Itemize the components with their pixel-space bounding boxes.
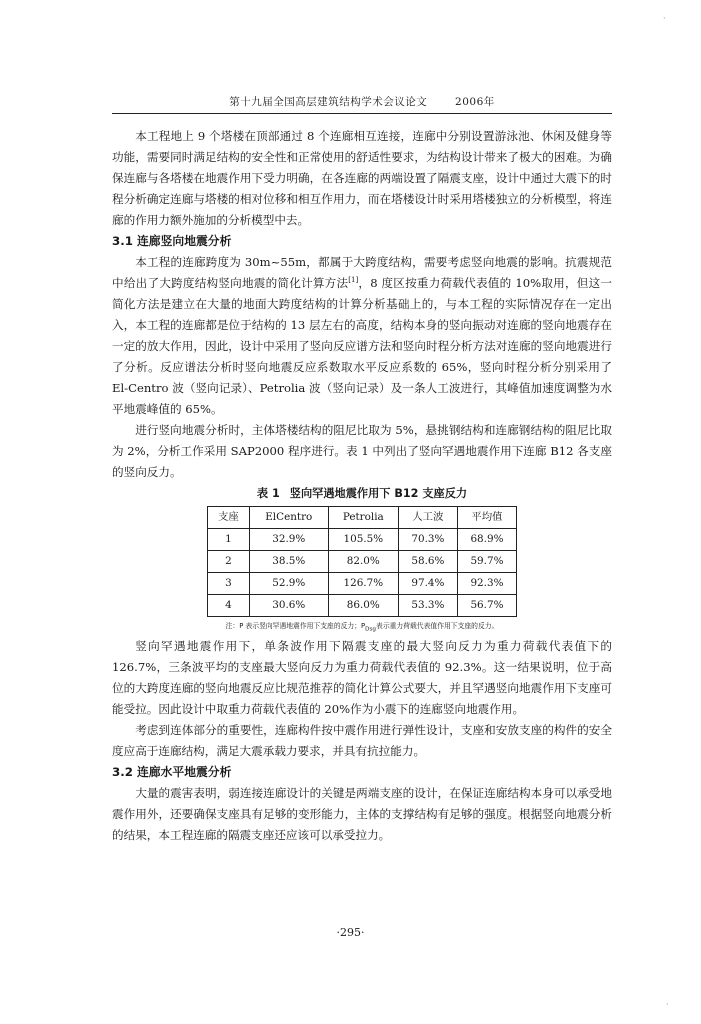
- page-number: ·295·: [336, 926, 365, 939]
- table-title: 竖向罕遇地震作用下 B12 支座反力: [289, 487, 468, 500]
- table-cell: 86.0%: [328, 595, 398, 617]
- paragraph-3-2-a: 大量的震害表明，弱连接连廊设计的关键是两端支座的设计，在保证连廊结构本身可以承受地震作用外，还要确保支座具有足够的变形能力，主体的支撑结构有足够的强度。根据竖向地震分析的结果，本工程连廊的隔震支座还应该可以承受拉力。: [112, 786, 612, 843]
- table-row: [208, 595, 517, 617]
- table-cell: 82.0%: [328, 551, 398, 573]
- table-note: [112, 620, 612, 636]
- table-caption: [112, 484, 612, 504]
- table-cell: 58.6%: [398, 551, 457, 573]
- table-header-row: [208, 507, 517, 529]
- paragraph-3-1-b: 进行竖向地震分析时，主体塔楼结构的阻尼比取为 5%，悬挑钢结构和连廊钢结构的阻尼比取为 2%，分析工作采用 SAP2000 程序进行。表 1 中列出了竖向罕遇地震作用下连廊 B12 各支座的竖向反力。: [112, 423, 612, 479]
- table-cell: 30.6%: [249, 595, 328, 617]
- paragraph-3-1-c: 竖向罕遇地震作用下，单条波作用下隔震支座的最大竖向反力为重力荷载代表值下的 126.7%，三条波平均的支座最大竖向反力为重力荷载代表值的 92.3%。这一结果说明，位于高位的大跨度连廊的竖向地震反应比规范推荐的简化计算公式要大，并且罕遇竖向地震作用下支座可能受拉。因此设计中取重力荷载代表值的 20%作为小震下的连廊竖向地震作用。: [112, 639, 612, 717]
- table-row: [208, 573, 517, 595]
- section-3-2-title: 3.2 连廊水平地震分析: [112, 765, 232, 780]
- table-cell: 2: [208, 551, 250, 573]
- section-3-1-title: 3.1 连廊竖向地震分析: [112, 234, 232, 248]
- citation-ref: [1]: [348, 276, 359, 285]
- table-cell: 32.9%: [249, 529, 328, 551]
- table-header-cell: Petrolia: [328, 507, 398, 529]
- table-header-cell: 人工波: [398, 507, 457, 529]
- table-cell: 56.7%: [457, 595, 516, 617]
- table-cell: 70.3%: [398, 529, 457, 551]
- table-header-cell: 平均值: [457, 507, 516, 529]
- table-cell: 92.3%: [457, 573, 516, 595]
- table-cell: 59.7%: [457, 551, 516, 573]
- table-number: 表 1: [256, 487, 280, 500]
- table-row: [208, 551, 517, 573]
- running-header: [112, 94, 612, 114]
- table-cell: 53.3%: [398, 595, 457, 617]
- table-row: [208, 529, 517, 551]
- table-cell: 38.5%: [249, 551, 328, 573]
- journal-title: 第十九届全国高层建筑结构学术会议论文: [229, 96, 428, 108]
- table-header-cell: 支座: [208, 507, 250, 529]
- scan-speck: ·: [666, 1000, 669, 1009]
- paragraph-3-1-d: 考虑到连体部分的重要性，连廊构件按中震作用进行弹性设计，支座和安放支座的构件的安全度应高于连廊结构，满足大震承载力要求，并具有抗拉能力。: [112, 723, 612, 759]
- paragraph-3-1-a-after: ，8 度区按重力荷载代表值的 10%取用，但这一简化方法是建立在大量的地面大跨度结构的计算分析基础上的，与本工程的实际情况存在一定出入，本工程的连廊都是位于结构的 13 层左右的高度，结构本身的竖向振动对连廊的竖向地震存在一定的放大作用，因此，设计中采用了竖向反应谱方法和竖向时程分析方法对连廊的竖向地震进行了分析。反应谱法分析时竖向地震反应系数取水平反应系数的 65%，竖向时程分析分别采用了 El-Centro 波（竖向记录）、Petrolia 波（竖向记录）及一条人工波进行，其峰值加速度调整为水平地震峰值的 65%。: [112, 276, 612, 416]
- table-cell: 52.9%: [249, 573, 328, 595]
- table-cell: 1: [208, 529, 250, 551]
- table-cell: 68.9%: [457, 529, 516, 551]
- table-note-subscript: Dsg: [365, 626, 377, 633]
- paragraph-3-1-a-before: 本工程的连廊跨度为 30m~55m，都属于大跨度结构，需要考虑竖向地震的影响。抗震规范中给出了大跨度结构竖向地震的简化计算方法: [112, 255, 612, 290]
- intro-paragraph: 本工程地上 9 个塔楼在顶部通过 8 个连廊相互连接，连廊中分别设置游泳池、休闲及健身等功能，需要同时满足结构的安全性和正常使用的舒适性要求，为结构设计带来了极大的困难。为确保连廊与各塔楼在地震作用下受力明确，在各连廊的两端设置了隔震支座，设计中通过大震下的时程分析确定连廊与塔楼的相对位移和相互作用力，而在塔楼设计时采用塔楼独立的分析模型，将连廊的作用力额外施加的分析模型中去。: [112, 129, 612, 227]
- table-cell: 126.7%: [328, 573, 398, 595]
- scan-speck: ·: [663, 14, 666, 23]
- table-header-cell: ElCentro: [249, 507, 328, 529]
- support-reaction-table: [207, 506, 517, 617]
- page-content: [112, 126, 612, 846]
- table-note-part1: 注：P 表示竖向罕遇地震作用下支座的反力；P: [225, 622, 366, 630]
- header-year: 2006年: [455, 96, 495, 108]
- table-cell: 3: [208, 573, 250, 595]
- table-cell: 105.5%: [328, 529, 398, 551]
- table-note-part2: 表示重力荷载代表值作用下支座的反力。: [376, 622, 499, 630]
- table-cell: 97.4%: [398, 573, 457, 595]
- table-cell: 4: [208, 595, 250, 617]
- paragraph-3-1-a: [112, 252, 612, 420]
